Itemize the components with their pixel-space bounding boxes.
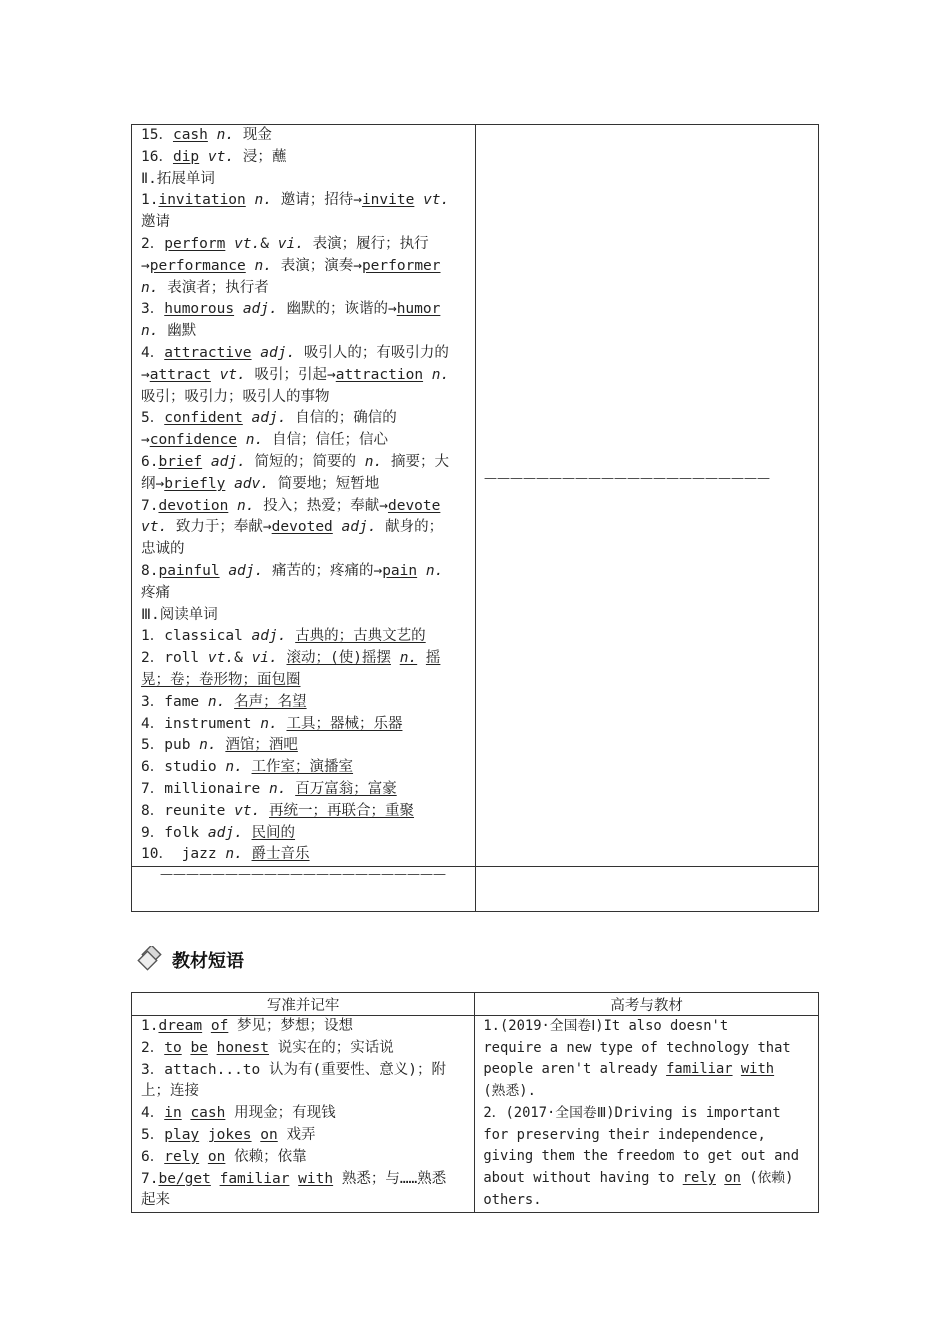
underlined-answer: perform bbox=[164, 235, 226, 252]
part-of-speech: adj. bbox=[251, 628, 287, 645]
phrases-right-cell bbox=[475, 1016, 819, 1213]
phrase-line bbox=[141, 1125, 468, 1147]
line-text bbox=[225, 236, 234, 252]
underlined-answer: dream bbox=[158, 1018, 203, 1034]
underlined-answer: pain bbox=[382, 562, 418, 579]
line-text: 邀请；招待→ bbox=[271, 192, 362, 209]
underlined-answer: cash bbox=[190, 1105, 226, 1122]
vocab-line bbox=[141, 299, 469, 321]
line-text bbox=[208, 1040, 217, 1056]
line-text: 7. bbox=[141, 497, 159, 514]
line-text: 2． bbox=[141, 1039, 165, 1056]
underlined-answer: attraction bbox=[335, 366, 424, 383]
part-of-speech: n. bbox=[225, 759, 243, 776]
underlined-answer: cash bbox=[172, 127, 208, 143]
underlined-answer: 民间的 bbox=[251, 824, 296, 841]
exam-line bbox=[483, 1081, 812, 1103]
notes-blank-line: —————————————————————— bbox=[160, 867, 446, 883]
line-text: 现金 bbox=[234, 127, 272, 143]
vocab-line bbox=[141, 517, 469, 539]
underlined-answer: invitation bbox=[158, 192, 246, 209]
part-of-speech: vt. bbox=[234, 802, 261, 819]
underlined-answer: 晃；卷；卷形物；面包圈 bbox=[141, 671, 301, 688]
part-of-speech: n. bbox=[260, 715, 278, 732]
phrase-list bbox=[132, 1016, 474, 1212]
line-text: & bbox=[234, 650, 252, 667]
line-text: people aren't already bbox=[483, 1061, 667, 1078]
vocab-line bbox=[141, 583, 469, 605]
line-text: 简要地；短暂地 bbox=[269, 475, 380, 492]
underlined-answer: 名声；名望 bbox=[234, 693, 307, 710]
line-text bbox=[202, 454, 211, 470]
underlined-answer: to bbox=[164, 1039, 182, 1056]
underlined-answer: performance bbox=[149, 257, 246, 274]
part-of-speech: n. bbox=[216, 127, 235, 143]
vocab-line bbox=[141, 539, 469, 561]
part-of-speech: vi. bbox=[251, 650, 278, 667]
vocab-line bbox=[141, 757, 469, 779]
part-of-speech: n. bbox=[237, 497, 255, 514]
line-text: 8. bbox=[141, 562, 159, 579]
line-text: 4． bbox=[141, 344, 165, 361]
vocab-line bbox=[141, 408, 469, 430]
line-text: others. bbox=[483, 1191, 542, 1208]
vocab-line bbox=[141, 387, 469, 409]
vocab-line bbox=[141, 779, 469, 801]
line-text bbox=[211, 1171, 220, 1187]
line-text bbox=[414, 192, 423, 208]
part-of-speech: n. bbox=[364, 453, 383, 470]
line-text: about without having to bbox=[483, 1169, 683, 1186]
line-text: 2．(2017·全国卷Ⅲ)Driving is important bbox=[483, 1104, 781, 1121]
underlined-answer: on bbox=[207, 1148, 226, 1165]
underlined-answer: familiar bbox=[219, 1170, 290, 1187]
line-text: 4． bbox=[141, 1105, 165, 1122]
phrase-line bbox=[141, 1038, 468, 1060]
line-text: 表演；演奏→ bbox=[271, 257, 362, 274]
line-text: 10． jazz bbox=[141, 846, 226, 863]
answer-blank-line: —————————————————————— bbox=[483, 471, 770, 486]
line-text bbox=[220, 563, 229, 579]
underlined-answer: 滚动；(使)摇摆 bbox=[286, 650, 391, 667]
line-text: 3．fame bbox=[141, 693, 208, 710]
underlined-answer: familiar bbox=[666, 1061, 733, 1078]
line-text: 梦见；梦想；设想 bbox=[228, 1018, 354, 1034]
line-text: 表演者；执行者 bbox=[158, 279, 269, 296]
line-text: 6． bbox=[141, 1148, 165, 1165]
underlined-answer: painful bbox=[158, 562, 220, 579]
line-text: 上；连接 bbox=[141, 1083, 199, 1100]
vocab-line bbox=[141, 212, 469, 234]
line-text: → bbox=[141, 257, 150, 274]
line-text: 1. bbox=[141, 192, 159, 209]
part-of-speech: n. bbox=[254, 192, 272, 209]
phrase-line bbox=[141, 1147, 468, 1169]
underlined-answer: confidence bbox=[149, 432, 238, 449]
line-text: 幽默的；诙谐的→ bbox=[277, 301, 397, 318]
part-of-speech: n. bbox=[225, 846, 243, 863]
part-of-speech: vt. bbox=[141, 519, 168, 536]
underlined-answer: 摇 bbox=[425, 650, 441, 667]
line-text: 说实在的；实话说 bbox=[269, 1039, 394, 1056]
line-text: 致力于；奉献→ bbox=[167, 519, 272, 536]
exam-line bbox=[483, 1059, 812, 1081]
part-of-speech: n. bbox=[269, 780, 287, 797]
vocab-line bbox=[141, 147, 469, 169]
exam-line bbox=[483, 1168, 812, 1190]
vocab-line bbox=[141, 670, 469, 692]
underlined-answer: attractive bbox=[164, 344, 252, 361]
line-text bbox=[423, 367, 432, 383]
line-text: 简短的；简要的 bbox=[245, 453, 365, 470]
line-text: 5．pub bbox=[141, 737, 200, 754]
line-text: 幽默 bbox=[158, 323, 197, 340]
line-text: 2．roll bbox=[141, 650, 208, 667]
notes-left-cell bbox=[132, 867, 476, 912]
vocabulary-table bbox=[131, 124, 819, 912]
part-of-speech: adj. bbox=[251, 410, 287, 427]
line-text bbox=[199, 1127, 208, 1143]
underlined-answer: invite bbox=[361, 192, 415, 209]
part-of-speech: adj. bbox=[341, 519, 377, 536]
line-text: 起来 bbox=[141, 1192, 170, 1209]
line-text: 疼痛 bbox=[141, 584, 170, 601]
exam-examples bbox=[475, 1016, 818, 1211]
underlined-answer: briefly bbox=[164, 475, 226, 492]
line-text: 摘要；大 bbox=[382, 453, 449, 470]
line-text: → bbox=[141, 432, 150, 449]
section-title: 教材短语 bbox=[172, 951, 244, 972]
underlined-answer: 工具；器械；乐器 bbox=[286, 715, 403, 732]
underlined-answer: on bbox=[260, 1126, 278, 1143]
underlined-answer: 爵士音乐 bbox=[251, 846, 310, 863]
line-text: 9．folk bbox=[141, 824, 208, 841]
line-text bbox=[243, 410, 252, 426]
phrase-line bbox=[141, 1060, 468, 1082]
line-text bbox=[246, 192, 255, 208]
underlined-answer: n. bbox=[399, 650, 418, 667]
part-of-speech: vt. bbox=[234, 235, 261, 252]
line-text: require a new type of technology that bbox=[483, 1039, 791, 1056]
line-text bbox=[252, 345, 261, 361]
line-text bbox=[211, 367, 220, 383]
notes-right-cell bbox=[475, 867, 818, 912]
phrases-table bbox=[131, 992, 819, 1213]
underlined-answer: 古典的；古典文艺的 bbox=[295, 628, 426, 645]
underlined-answer: in bbox=[164, 1105, 182, 1122]
line-text: 3．attach...to 认为有(重要性、意义)；附 bbox=[141, 1061, 446, 1078]
line-text: 6．studio bbox=[141, 759, 226, 776]
line-text: → bbox=[141, 366, 150, 383]
vocab-line bbox=[141, 823, 469, 845]
part-of-speech: vt. bbox=[207, 148, 235, 165]
line-text: 4．instrument bbox=[141, 715, 261, 732]
line-text bbox=[391, 650, 400, 666]
vocab-line bbox=[141, 190, 469, 212]
line-text: 自信；信任；信心 bbox=[263, 432, 388, 449]
underlined-answer: dip bbox=[172, 148, 200, 165]
column-header-memorize: 写准并记牢 bbox=[132, 993, 475, 1016]
underlined-answer: humor bbox=[396, 301, 441, 318]
line-text bbox=[208, 127, 217, 143]
line-text bbox=[199, 149, 208, 165]
line-text: 15． bbox=[141, 127, 173, 143]
exam-line bbox=[483, 1103, 812, 1125]
underlined-answer: 百万富翁；富豪 bbox=[295, 780, 397, 797]
part-of-speech: adj. bbox=[228, 562, 264, 579]
underlined-answer: with bbox=[298, 1170, 334, 1187]
line-text bbox=[243, 846, 252, 862]
line-text: 5． bbox=[141, 410, 165, 427]
line-text: 7. bbox=[141, 1170, 159, 1187]
vocab-line bbox=[141, 430, 469, 452]
vocab-line bbox=[141, 714, 469, 736]
exam-line bbox=[483, 1038, 812, 1060]
part-of-speech: adj. bbox=[210, 453, 246, 470]
line-text: 自信的；确信的 bbox=[286, 410, 397, 427]
line-text bbox=[278, 650, 287, 666]
line-text: 1. bbox=[141, 1018, 159, 1034]
line-text bbox=[202, 1018, 211, 1034]
line-text: & bbox=[260, 235, 278, 252]
line-text: 吸引人的；有吸引力的 bbox=[295, 344, 449, 361]
line-text: 邀请 bbox=[141, 214, 170, 231]
part-of-speech: adj. bbox=[242, 301, 278, 318]
line-text bbox=[243, 825, 252, 841]
part-of-speech: vt. bbox=[207, 650, 235, 667]
phrases-left-cell bbox=[132, 1016, 475, 1213]
phrase-line bbox=[141, 1081, 468, 1103]
part-of-speech: n. bbox=[141, 279, 159, 296]
part-of-speech: n. bbox=[141, 323, 159, 340]
vocab-line bbox=[141, 692, 469, 714]
line-text: 1．classical bbox=[141, 628, 252, 645]
underlined-answer: humorous bbox=[164, 301, 235, 318]
line-text: 2． bbox=[141, 235, 165, 252]
underlined-answer: with bbox=[740, 1061, 775, 1078]
underlined-answer: 工作室；演播室 bbox=[251, 759, 354, 776]
vocab-line bbox=[141, 605, 469, 627]
line-text: 投入；热爱；奉献→ bbox=[254, 497, 388, 514]
line-text: 1.(2019·全国卷Ⅰ)It also doesn't bbox=[483, 1018, 729, 1034]
vocab-line bbox=[141, 343, 469, 365]
vocab-line bbox=[141, 801, 469, 823]
phrase-line bbox=[141, 1169, 468, 1191]
line-text: 3． bbox=[141, 301, 165, 318]
line-text bbox=[260, 803, 269, 819]
section-diamond-icon bbox=[136, 946, 164, 974]
line-text: 痛苦的；疼痛的→ bbox=[263, 562, 383, 579]
line-text: 戏弄 bbox=[277, 1126, 316, 1143]
part-of-speech: adj. bbox=[207, 824, 243, 841]
line-text: 献身的； bbox=[376, 519, 444, 536]
vocab-line bbox=[141, 648, 469, 670]
line-text bbox=[417, 650, 426, 666]
vocab-line bbox=[141, 474, 469, 496]
vocab-line bbox=[141, 125, 469, 147]
exam-line bbox=[483, 1125, 812, 1147]
vocab-line bbox=[141, 735, 469, 757]
line-text bbox=[286, 628, 295, 644]
part-of-speech: adj. bbox=[260, 344, 296, 361]
underlined-answer: on bbox=[724, 1169, 741, 1186]
phrase-line bbox=[141, 1190, 468, 1212]
vocab-line bbox=[141, 496, 469, 518]
line-text: 表演；履行；执行 bbox=[303, 235, 429, 252]
underlined-answer: jokes bbox=[207, 1126, 252, 1143]
line-text: (熟悉). bbox=[483, 1083, 536, 1100]
line-text: (依赖) bbox=[740, 1169, 794, 1186]
vocab-list bbox=[132, 125, 475, 866]
line-text: 依赖；依靠 bbox=[225, 1148, 307, 1165]
underlined-answer: confident bbox=[164, 410, 243, 427]
vocab-line bbox=[141, 844, 469, 866]
line-text bbox=[289, 1171, 298, 1187]
vocab-left-cell bbox=[132, 125, 476, 867]
phrase-line bbox=[141, 1103, 468, 1125]
line-text bbox=[234, 301, 243, 317]
part-of-speech: n. bbox=[207, 693, 226, 710]
vocab-line bbox=[141, 169, 469, 191]
underlined-answer: 再统一；再联合；重聚 bbox=[269, 802, 415, 819]
line-text bbox=[246, 258, 255, 274]
underlined-answer: 酒馆；酒吧 bbox=[225, 737, 298, 754]
exam-line bbox=[483, 1016, 812, 1038]
underlined-answer: rely bbox=[164, 1148, 200, 1165]
line-text: 5． bbox=[141, 1126, 165, 1143]
vocab-right-cell bbox=[475, 125, 818, 867]
line-text: for preserving their independence, bbox=[483, 1126, 766, 1143]
vocab-line bbox=[141, 321, 469, 343]
part-of-speech: vi. bbox=[277, 235, 304, 252]
line-text bbox=[733, 1061, 741, 1077]
exam-line bbox=[483, 1146, 812, 1168]
vocab-line bbox=[141, 256, 469, 278]
underlined-answer: performer bbox=[361, 257, 441, 274]
underlined-answer: of bbox=[210, 1018, 229, 1034]
line-text bbox=[333, 519, 342, 535]
part-of-speech: vt. bbox=[423, 192, 450, 209]
part-of-speech: adv. bbox=[234, 475, 269, 492]
underlined-answer: be/get bbox=[158, 1170, 211, 1187]
line-text bbox=[225, 476, 234, 492]
part-of-speech: n. bbox=[425, 562, 444, 579]
column-header-exam: 高考与教材 bbox=[475, 993, 819, 1016]
part-of-speech: n. bbox=[245, 432, 264, 449]
vocab-line bbox=[141, 278, 469, 300]
line-text: 用现金；有现钱 bbox=[225, 1105, 336, 1122]
line-text bbox=[286, 781, 295, 797]
line-text: 16． bbox=[141, 148, 173, 165]
line-text bbox=[225, 694, 234, 710]
section-header bbox=[136, 944, 244, 976]
line-text: 浸；蘸 bbox=[234, 148, 287, 165]
line-text: 纲→ bbox=[141, 475, 165, 492]
vocab-line bbox=[141, 365, 469, 387]
underlined-answer: play bbox=[164, 1126, 200, 1143]
part-of-speech: n. bbox=[199, 737, 217, 754]
line-text: 6. bbox=[141, 453, 159, 470]
line-text bbox=[199, 1149, 208, 1165]
line-text: 忠诚的 bbox=[141, 541, 185, 558]
underlined-answer: rely bbox=[682, 1169, 716, 1186]
line-text: Ⅲ.阅读单词 bbox=[141, 606, 218, 623]
part-of-speech: vt. bbox=[219, 366, 246, 383]
line-text bbox=[252, 1127, 261, 1143]
line-text: 吸引；引起→ bbox=[245, 366, 336, 383]
underlined-answer: brief bbox=[158, 453, 203, 470]
line-text bbox=[243, 759, 252, 775]
exam-line bbox=[483, 1190, 812, 1212]
line-text bbox=[237, 432, 246, 448]
underlined-answer: devoted bbox=[271, 519, 333, 536]
vocab-line bbox=[141, 452, 469, 474]
part-of-speech: n. bbox=[431, 366, 450, 383]
part-of-speech: n. bbox=[254, 257, 272, 274]
vocab-line bbox=[141, 561, 469, 583]
line-text: 吸引；吸引力；吸引人的事物 bbox=[141, 388, 330, 405]
line-text bbox=[228, 498, 237, 514]
line-text: giving them the freedom to get out and bbox=[483, 1148, 800, 1165]
underlined-answer: be bbox=[190, 1039, 208, 1056]
underlined-answer: devotion bbox=[158, 497, 229, 514]
underlined-answer: attract bbox=[149, 366, 211, 383]
line-text bbox=[417, 563, 426, 579]
underlined-answer: devote bbox=[387, 497, 441, 514]
vocab-line bbox=[141, 626, 469, 648]
line-text: 7．millionaire bbox=[141, 780, 269, 797]
line-text: Ⅱ.拓展单词 bbox=[141, 170, 215, 187]
phrase-line bbox=[141, 1016, 468, 1038]
underlined-answer: honest bbox=[216, 1039, 270, 1056]
line-text: 8．reunite bbox=[141, 802, 235, 819]
line-text: 熟悉；与……熟悉 bbox=[333, 1170, 447, 1187]
vocab-line bbox=[141, 234, 469, 256]
